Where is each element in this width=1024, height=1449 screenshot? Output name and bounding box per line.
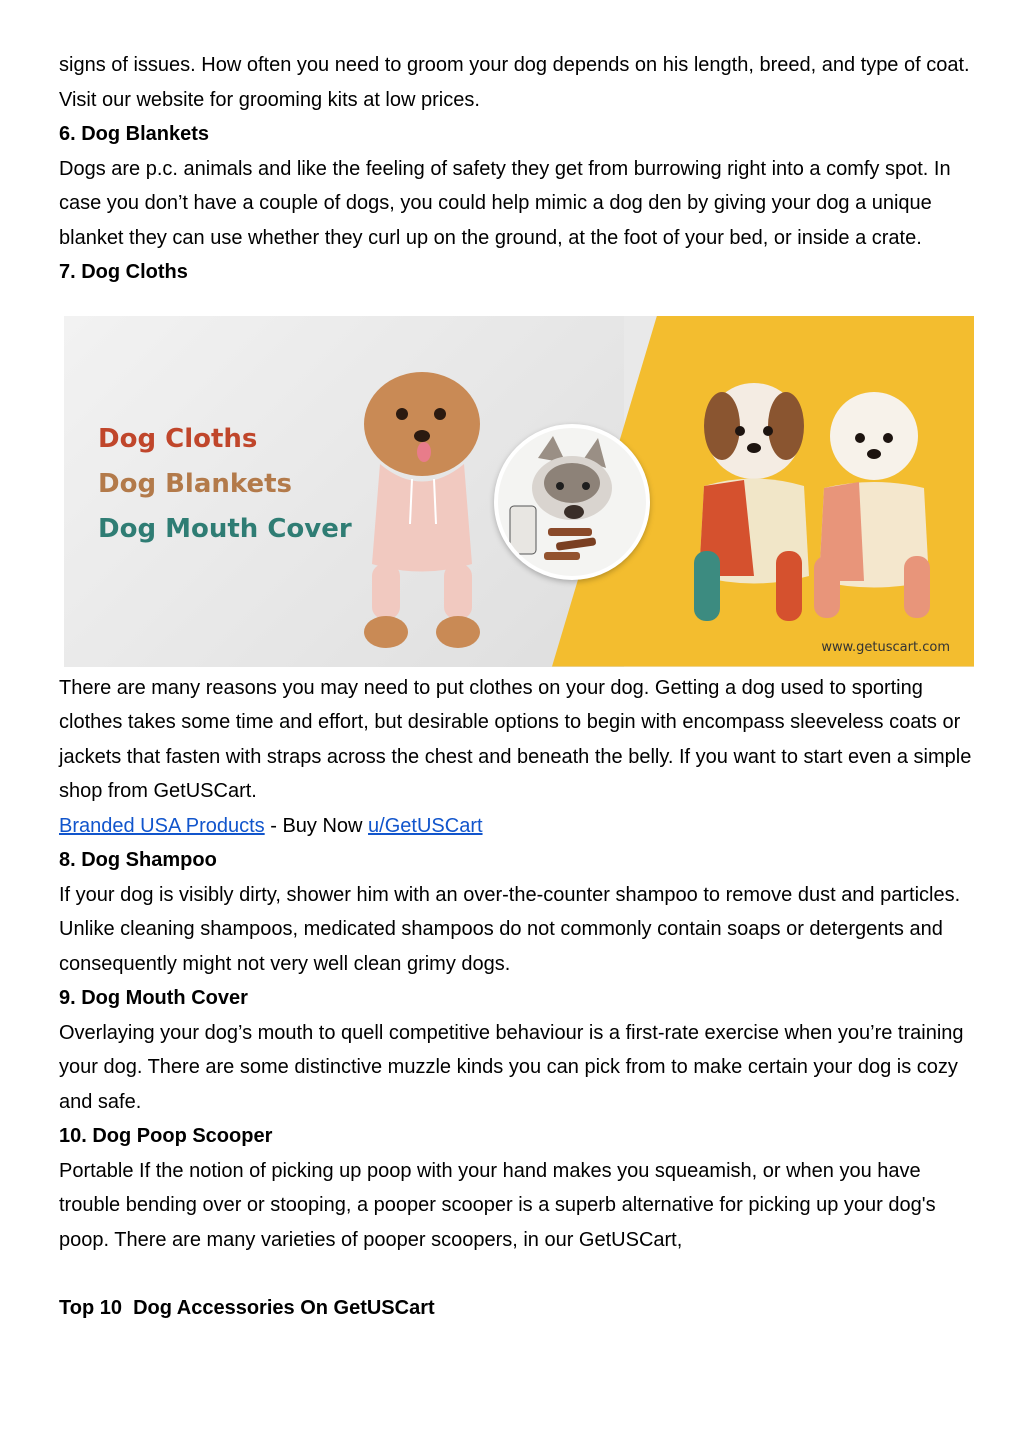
getuscart-reddit-link[interactable]: u/GetUSCart — [368, 814, 483, 837]
banner-label-dog-blankets: Dog Blankets — [98, 468, 293, 499]
heading-dog-mouth-cover: 9. Dog Mouth Cover — [59, 987, 248, 1009]
heading-dog-poop-scooper: 10. Dog Poop Scooper — [59, 1125, 273, 1147]
product-banner-image — [64, 316, 974, 667]
links-line — [59, 809, 979, 844]
branded-usa-products-link[interactable]: Branded USA Products — [59, 814, 265, 837]
husky-with-treats-circle — [494, 424, 650, 580]
heading-dog-cloths: 7. Dog Cloths — [59, 261, 188, 283]
paragraph-dog-shampoo: If your dog is visibly dirty, shower him with an over-the-counter shampoo to remove dust and particles. Unlike cleaning shampoos, medicated shampoos do not commonly contain soaps or detergents and consequently might not very well clean grimy dogs. — [59, 883, 961, 975]
buy-now-text: - Buy Now — [264, 814, 369, 837]
husky-illustration — [498, 428, 646, 576]
paragraph-dog-mouth-cover: Overlaying your dog’s mouth to quell competitive behaviour is a first-rate exercise when you’re training your dog. There are some distinctive muzzle kinds you can pick from to make certain your dog is cozy and safe. — [59, 1021, 964, 1113]
document-page — [59, 48, 979, 1326]
heading-dog-blankets: 6. Dog Blankets — [59, 123, 210, 145]
intro-paragraph: signs of issues. How often you need to groom your dog depends on his length, breed, and type of coat. Visit our website for grooming kits at low prices. — [59, 54, 970, 111]
banner-website-watermark: www.getuscart.com — [821, 639, 950, 655]
paragraph-dog-poop-scooper: Portable If the notion of picking up poop with your hand makes you squeamish, or when you have trouble bending over or stooping, a pooper scooper is a superb alternative for picking up your dog's poop. There are many varieties of pooper scoopers, in our GetUSCart, — [59, 1159, 936, 1251]
banner-label-dog-cloths: Dog Cloths — [98, 423, 258, 454]
banner-label-dog-mouth-cover: Dog Mouth Cover — [98, 513, 352, 544]
poodle-in-hoodie-illustration — [342, 364, 502, 654]
paragraph-dog-blankets: Dogs are p.c. animals and like the feeling of safety they get from burrowing right into a comfy spot. In case you don’t have a couple of dogs, you could help mimic a dog den by giving your dog a unique blanket they can use whether they curl up on the ground, at the foot of your bed, or inside a crate. — [59, 157, 951, 249]
two-dogs-in-sweaters-illustration — [684, 376, 954, 646]
heading-dog-shampoo: 8. Dog Shampoo — [59, 849, 217, 871]
paragraph-dog-cloths: There are many reasons you may need to put clothes on your dog. Getting a dog used to sporting clothes takes some time and effort, but desirable options to begin with encompass sleeveless coats or jackets that fasten with straps across the chest and beneath the belly. If you want to start even a simple shop from GetUSCart. — [59, 676, 972, 802]
footer-heading: Top 10 Dog Accessories On GetUSCart — [59, 1297, 435, 1319]
